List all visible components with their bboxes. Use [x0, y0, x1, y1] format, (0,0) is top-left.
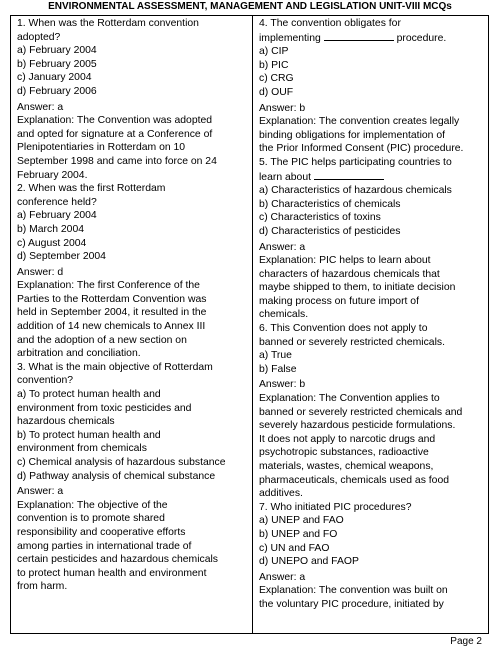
explanation-text: Parties to the Rotterdam Convention was — [17, 293, 207, 305]
page-number: Page 2 — [450, 636, 482, 647]
question-text: 4. The convention obligates for — [259, 18, 401, 29]
question-block — [259, 156, 485, 322]
answer-key: Answer: a — [17, 101, 64, 113]
answer-option: c) January 2004 — [17, 72, 92, 84]
explanation-text: Explanation: The convention was built on — [259, 585, 448, 597]
explanation-text: held in September 2004, it resulted in the — [17, 307, 207, 319]
question-block — [17, 361, 247, 594]
question-text: implementing — [259, 32, 324, 44]
explanation-text: additives. — [259, 488, 303, 500]
explanation-text: binding obligations for implementation of — [259, 129, 445, 141]
explanation-text: Explanation: The Convention was adopted — [17, 115, 213, 127]
explanation-text: and opted for signature at a Conference of — [17, 128, 213, 140]
explanation-text: Explanation: The Convention applies to — [259, 393, 440, 405]
question-text-blank — [259, 170, 485, 185]
answer-option: a) Characteristics of hazardous chemicals — [259, 185, 452, 197]
answer-option: environment from toxic pesticides and — [17, 402, 192, 414]
explanation-text: Explanation: PIC helps to learn about — [259, 255, 431, 267]
explanation-text: Plenipotentiaries in Rotterdam on 10 — [17, 142, 186, 154]
answer-option: b) February 2005 — [17, 58, 97, 70]
explanation-text: from harm. — [17, 581, 68, 593]
footer-rule — [10, 633, 489, 634]
question-block — [259, 322, 485, 501]
question-text: conference held? — [17, 196, 97, 208]
answer-option: b) Characteristics of chemicals — [259, 198, 401, 210]
explanation-text: addition of 14 new chemicals to Annex III — [17, 321, 206, 333]
answer-option: d) February 2006 — [17, 85, 97, 97]
mcq-table — [10, 15, 489, 634]
explanation-text: chemicals. — [259, 309, 309, 321]
answer-option: a) February 2004 — [17, 210, 97, 222]
explanation-text: psychotropic substances, radioactive — [259, 447, 429, 459]
explanation-text: characters of hazardous chemicals that — [259, 268, 440, 280]
explanation-text: certain pesticides and hazardous chemicals — [17, 554, 218, 566]
explanation-text: banned or severely restricted chemicals and — [259, 406, 463, 418]
question-text: 2. When was the first Rotterdam — [17, 183, 166, 195]
answer-key: Answer: a — [259, 571, 306, 583]
answer-option: hazardous chemicals — [17, 416, 115, 428]
answer-option: c) CRG — [259, 73, 294, 85]
answer-option: d) Characteristics of pesticides — [259, 225, 401, 237]
answer-option: b) False — [259, 363, 297, 375]
explanation-text: Explanation: The convention creates legally — [259, 116, 460, 128]
answer-option: a) UNEP and FAO — [259, 515, 344, 527]
explanation-text: Explanation: The objective of the — [17, 499, 168, 511]
explanation-text: among parties in international trade of — [17, 540, 192, 552]
answer-option: c) UN and FAO — [259, 542, 330, 554]
explanation-text: and the adoption of a new section on — [17, 334, 187, 346]
explanation-text: the Prior Informed Consent (PIC) procedure. — [259, 143, 464, 155]
explanation-text: arbitration and conciliation. — [17, 348, 141, 360]
answer-option: d) Pathway analysis of chemical substance — [17, 470, 216, 482]
left-column — [17, 17, 247, 594]
explanation-text: Explanation: The first Conference of the — [17, 280, 200, 292]
answer-blank — [314, 170, 384, 180]
question-text: adopted? — [17, 31, 61, 43]
answer-option: a) True — [259, 350, 292, 362]
answer-option: c) Chemical analysis of hazardous substance — [17, 457, 226, 468]
explanation-text: responsibility and cooperative efforts — [17, 526, 186, 538]
answer-option: b) To protect human health and — [17, 429, 161, 441]
question-text: learn about — [259, 171, 314, 183]
question-text: convention? — [17, 375, 74, 387]
question-text: 1. When was the Rotterdam convention — [17, 18, 199, 29]
answer-option: d) September 2004 — [17, 251, 106, 263]
explanation-text: February 2004. — [17, 169, 88, 181]
answer-key: Answer: b — [259, 102, 306, 114]
answer-option: environment from chemicals — [17, 443, 147, 455]
question-text: 3. What is the main objective of Rotterdam — [17, 361, 213, 373]
answer-option: b) UNEP and FO — [259, 528, 338, 540]
column-divider — [252, 16, 253, 633]
question-block — [259, 17, 485, 156]
question-text: procedure. — [393, 32, 447, 44]
answer-blank — [324, 31, 394, 41]
answer-option: a) February 2004 — [17, 45, 97, 57]
answer-option: b) March 2004 — [17, 223, 84, 235]
question-text: 5. The PIC helps participating countries to — [259, 156, 452, 168]
right-column — [259, 17, 485, 612]
answer-option: a) CIP — [259, 46, 289, 58]
explanation-text: to protect human health and environment — [17, 567, 207, 579]
question-block — [259, 501, 485, 612]
question-text: 6. This Convention does not apply to — [259, 323, 428, 335]
answer-key: Answer: a — [259, 241, 306, 253]
explanation-text: materials, wastes, chemical weapons, — [259, 461, 434, 472]
explanation-text: severely hazardous pesticide formulations. — [259, 420, 456, 432]
answer-option: a) To protect human health and — [17, 389, 161, 401]
question-text-blank — [259, 31, 485, 46]
answer-key: Answer: d — [17, 266, 64, 278]
question-text: 7. Who initiated PIC procedures? — [259, 501, 412, 513]
question-block — [17, 17, 247, 182]
question-text: banned or severely restricted chemicals. — [259, 336, 445, 348]
explanation-text: It does not apply to narcotic drugs and — [259, 433, 436, 445]
explanation-text: convention is to promote shared — [17, 513, 165, 525]
page-header: ENVIRONMENTAL ASSESSMENT, MANAGEMENT AND LEGISLATION UNIT-VIII MCQs — [48, 1, 452, 12]
explanation-text: September 1998 and came into force on 24 — [17, 155, 217, 167]
answer-option: d) OUF — [259, 86, 294, 98]
answer-option: d) UNEPO and FAOP — [259, 556, 359, 568]
explanation-text: making process on future import of — [259, 295, 419, 307]
answer-option: c) Characteristics of toxins — [259, 212, 381, 224]
explanation-text: maybe shipped to them, to initiate decision — [259, 282, 456, 294]
explanation-text: the voluntary PIC procedure, initiated by — [259, 598, 444, 610]
explanation-text: pharmaceuticals, chemicals used as food — [259, 474, 450, 486]
answer-key: Answer: a — [17, 486, 64, 498]
answer-option: b) PIC — [259, 59, 289, 71]
question-block — [17, 182, 247, 361]
answer-key: Answer: b — [259, 379, 306, 391]
answer-option: c) August 2004 — [17, 237, 87, 249]
